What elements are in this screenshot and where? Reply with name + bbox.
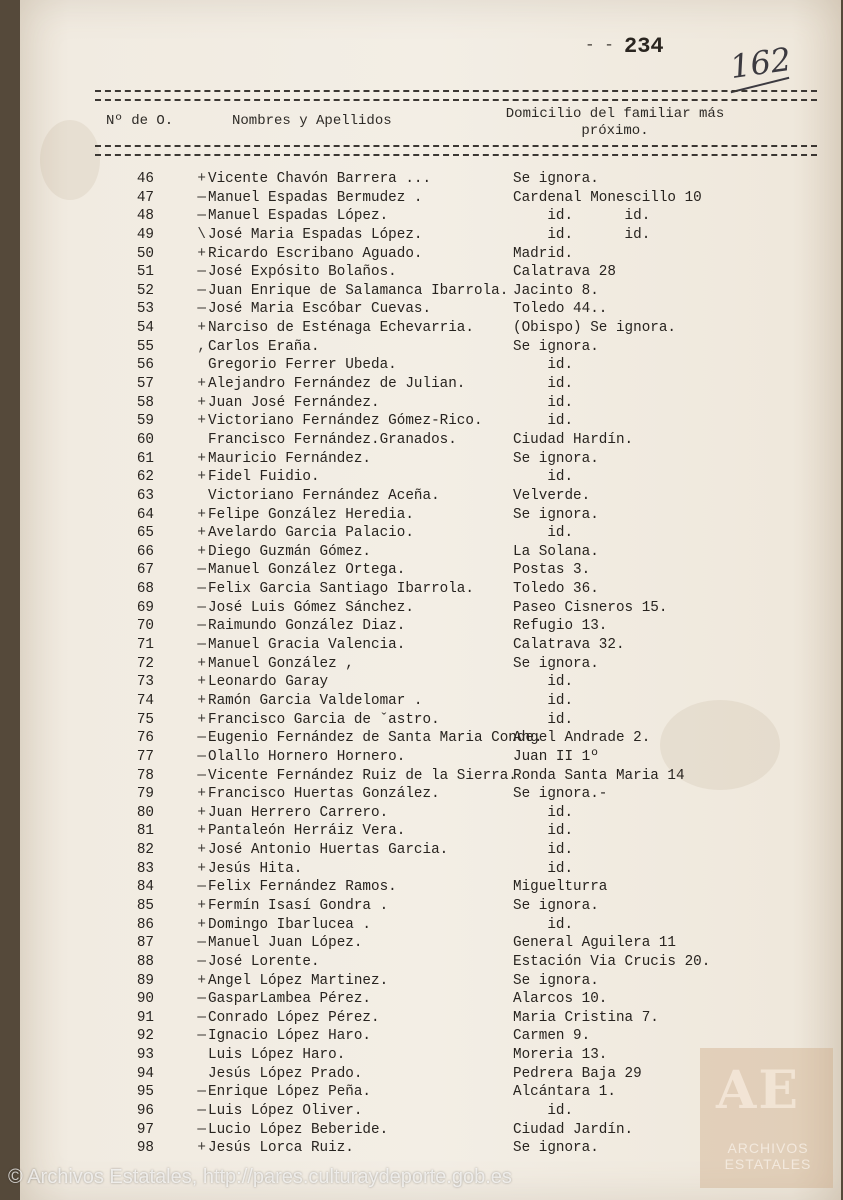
handwritten-mark: \ (197, 226, 206, 243)
entry-number: 84 (136, 879, 154, 896)
entry-name: Victoriano Fernández Gómez-Rico. (208, 413, 483, 430)
handwritten-mark: — (197, 264, 206, 281)
entry-number: 85 (136, 897, 154, 914)
entry-name: Manuel Espadas López. (208, 208, 389, 225)
entry-name: Jesús López Prado. (208, 1065, 363, 1082)
entry-name: Felix Garcia Santiago Ibarrola. (208, 581, 474, 598)
handwritten-mark: — (197, 1084, 206, 1101)
entry-number: 96 (136, 1103, 154, 1120)
list-item (0, 506, 843, 525)
entry-number: 53 (136, 301, 154, 318)
entry-name: Domingo Ibarlucea . (208, 916, 372, 933)
column-header-domicile (480, 106, 750, 140)
entry-name: Jesús Lorca Ruiz. (208, 1140, 354, 1157)
list-item (0, 245, 843, 264)
entry-name: Manuel Juan López. (208, 935, 363, 952)
entry-name: Angel López Martinez. (208, 972, 389, 989)
handwritten-mark: + (197, 804, 206, 821)
list-item (0, 431, 843, 450)
entry-number: 54 (136, 320, 154, 337)
entry-domicile: Paseo Cisneros 15. (513, 599, 668, 616)
entry-number: 49 (136, 226, 154, 243)
entry-name: Juan Herrero Carrero. (208, 804, 389, 821)
list-item (0, 636, 843, 655)
entry-domicile: Ciudad Jardín. (513, 1121, 634, 1138)
entry-domicile: Miguelturra (513, 879, 608, 896)
entry-name: Victoriano Fernández Aceña. (208, 487, 440, 504)
entry-name: Jesús Hita. (208, 860, 303, 877)
copyright-notice: © Archivos Estatales, http://pares.culturaydeporte.gob.es (8, 1166, 512, 1188)
list-item (0, 822, 843, 841)
entry-name: Felipe González Heredia. (208, 506, 414, 523)
handwritten-mark: + (197, 413, 206, 430)
handwritten-mark: + (197, 543, 206, 560)
handwritten-mark: + (197, 711, 206, 728)
entry-domicile: id. (513, 842, 574, 859)
entry-name: Manuel González , (208, 655, 354, 672)
list-item (0, 282, 843, 301)
list-item (0, 170, 843, 189)
list-item (0, 394, 843, 413)
handwritten-mark: — (197, 562, 206, 579)
entry-domicile: Moreria 13. (513, 1047, 608, 1064)
entry-number: 76 (136, 730, 154, 747)
handwritten-mark: + (197, 823, 206, 840)
entry-number: 61 (136, 450, 154, 467)
entry-domicile: id. (513, 711, 574, 728)
handwritten-mark: — (197, 748, 206, 765)
list-item (0, 263, 843, 282)
entry-domicile: Carmen 9. (513, 1028, 591, 1045)
handwritten-mark: — (197, 730, 206, 747)
entry-name: Enrique López Peña. (208, 1084, 372, 1101)
list-item (0, 375, 843, 394)
entry-name: Manuel Gracia Valencia. (208, 637, 406, 654)
entry-number: 46 (136, 171, 154, 187)
handwritten-mark: + (197, 469, 206, 486)
watermark-text-line1: ARCHIVOS (727, 1140, 809, 1156)
entry-domicile: id. (513, 357, 574, 374)
entry-name: Vicente Fernández Ruiz de la Sierra. (208, 767, 517, 784)
entry-name: José Maria Espadas López. (208, 226, 423, 243)
entry-name: Alejandro Fernández de Julian. (208, 376, 466, 393)
entry-domicile: Toledo 44.. (513, 301, 608, 318)
handwritten-mark: — (197, 953, 206, 970)
entry-number: 58 (136, 394, 154, 411)
entry-number: 97 (136, 1121, 154, 1138)
entry-domicile: Calatrava 28 (513, 264, 616, 281)
entry-domicile: Juan II 1º (513, 748, 599, 765)
list-item (0, 356, 843, 375)
entry-number: 90 (136, 991, 154, 1008)
entry-domicile: Pedrera Baja 29 (513, 1065, 642, 1082)
entry-number: 70 (136, 618, 154, 635)
entry-number: 71 (136, 637, 154, 654)
entry-domicile: id. (513, 413, 574, 430)
entry-domicile: General Aguilera 11 (513, 935, 677, 952)
entry-domicile: Se ignora. (513, 1140, 599, 1157)
list-item (0, 561, 843, 580)
entry-domicile: Postas 3. (513, 562, 591, 579)
list-item (0, 189, 843, 208)
entry-number: 69 (136, 599, 154, 616)
column-header-domicile-line1: Domicilio del familiar más (505, 106, 725, 122)
handwritten-mark: + (197, 655, 206, 672)
list-item (0, 878, 843, 897)
entry-domicile: Se ignora. (513, 338, 599, 355)
entry-domicile: Refugio 13. (513, 618, 608, 635)
entry-name: Gregorio Ferrer Ubeda. (208, 357, 397, 374)
handwritten-mark: + (197, 1140, 206, 1157)
list-item (0, 692, 843, 711)
entry-name: Francisco Fernández.Granados. (208, 431, 457, 448)
entry-domicile: Se ignora. (513, 655, 599, 672)
entry-domicile: (Obispo) Se ignora. (513, 320, 677, 337)
handwritten-mark: — (197, 1121, 206, 1138)
entry-domicile: Maria Cristina 7. (513, 1009, 659, 1026)
list-item (0, 767, 843, 786)
list-item (0, 655, 843, 674)
entry-name: Narciso de Esténaga Echevarria. (208, 320, 474, 337)
entry-domicile: Ronda Santa Maria 14 (513, 767, 685, 784)
handwritten-mark: — (197, 581, 206, 598)
list-item (0, 916, 843, 935)
column-header-domicile-line2: próximo. (581, 123, 649, 139)
register-list (0, 170, 843, 1158)
entry-name: Vicente Chavón Barrera ... (208, 171, 432, 187)
list-item (0, 934, 843, 953)
entry-number: 82 (136, 842, 154, 859)
entry-number: 57 (136, 376, 154, 393)
handwritten-mark: , (197, 338, 206, 355)
entry-number: 63 (136, 487, 154, 504)
entry-name: Lucio López Beberide. (208, 1121, 389, 1138)
list-item (0, 524, 843, 543)
entry-domicile: Jacinto 8. (513, 282, 599, 299)
entry-domicile: Alarcos 10. (513, 991, 608, 1008)
entry-domicile: Se ignora. (513, 897, 599, 914)
handwritten-mark: — (197, 189, 206, 206)
entry-domicile: Cardenal Monescillo 10 (513, 189, 702, 206)
handwritten-mark: + (197, 450, 206, 467)
entry-domicile: Madrid. (513, 245, 574, 262)
entry-number: 92 (136, 1028, 154, 1045)
entry-number: 94 (136, 1065, 154, 1082)
handwritten-mark: + (197, 692, 206, 709)
list-item (0, 468, 843, 487)
entry-domicile: id. (513, 860, 574, 877)
watermark-logo: AE (716, 1060, 800, 1121)
entry-domicile: id. id. (513, 226, 651, 243)
entry-domicile: Se ignora. (513, 972, 599, 989)
entry-name: Fidel Fuidio. (208, 469, 320, 486)
list-item (0, 785, 843, 804)
entry-name: Raimundo González Diaz. (208, 618, 406, 635)
list-item (0, 711, 843, 730)
entry-domicile: id. (513, 804, 574, 821)
entry-name: Ricardo Escribano Aguado. (208, 245, 423, 262)
entry-domicile: id. (513, 916, 574, 933)
list-item (0, 748, 843, 767)
list-item (0, 617, 843, 636)
entry-number: 83 (136, 860, 154, 877)
entry-number: 72 (136, 655, 154, 672)
handwritten-mark: — (197, 618, 206, 635)
entry-domicile: La Solana. (513, 543, 599, 560)
handwritten-mark: — (197, 879, 206, 896)
entry-number: 93 (136, 1047, 154, 1064)
entry-name: José Maria Escóbar Cuevas. (208, 301, 432, 318)
handwritten-mark: + (197, 860, 206, 877)
handwritten-mark: + (197, 394, 206, 411)
handwritten-mark: + (197, 171, 206, 187)
list-item (0, 953, 843, 972)
entry-domicile: Estación Via Crucis 20. (513, 953, 711, 970)
entry-number: 65 (136, 525, 154, 542)
entry-name: José Expósito Bolaños. (208, 264, 397, 281)
entry-domicile: Alcántara 1. (513, 1084, 616, 1101)
handwritten-mark: — (197, 301, 206, 318)
entry-number: 68 (136, 581, 154, 598)
entry-number: 66 (136, 543, 154, 560)
entry-name: Leonardo Garay (208, 674, 329, 691)
entry-name: Olallo Hornero Hornero. (208, 748, 406, 765)
handwritten-mark: — (197, 1009, 206, 1026)
entry-name: GasparLambea Pérez. (208, 991, 372, 1008)
entry-number: 88 (136, 953, 154, 970)
entry-number: 98 (136, 1140, 154, 1157)
entry-number: 81 (136, 823, 154, 840)
entry-name: Juan José Fernández. (208, 394, 380, 411)
handwritten-mark: — (197, 599, 206, 616)
entry-number: 62 (136, 469, 154, 486)
entry-domicile: id. (513, 1103, 574, 1120)
entry-name: Fermín Isasí Gondra . (208, 897, 389, 914)
entry-domicile: id. (513, 674, 574, 691)
list-item (0, 207, 843, 226)
entry-name: Eugenio Fernández de Santa Maria Conde. (208, 730, 543, 747)
list-item (0, 543, 843, 562)
handwritten-mark: — (197, 208, 206, 225)
entry-number: 73 (136, 674, 154, 691)
entry-name: Juan Enrique de Salamanca Ibarrola. (208, 282, 509, 299)
watermark-text-line2: ESTATALES (724, 1156, 812, 1172)
entry-domicile: Ciudad Hardín. (513, 431, 634, 448)
list-item (0, 1027, 843, 1046)
entry-number: 56 (136, 357, 154, 374)
entry-name: Diego Guzmán Gómez. (208, 543, 372, 560)
handwritten-mark: + (197, 916, 206, 933)
entry-number: 60 (136, 431, 154, 448)
entry-number: 95 (136, 1084, 154, 1101)
entry-domicile: Se ignora. (513, 450, 599, 467)
list-item (0, 599, 843, 618)
entry-number: 78 (136, 767, 154, 784)
list-item (0, 1009, 843, 1028)
entry-domicile: id. (513, 823, 574, 840)
column-header-name: Nombres y Apellidos (232, 113, 392, 129)
entry-domicile: id. id. (513, 208, 651, 225)
entry-number: 64 (136, 506, 154, 523)
entry-name: Ramón Garcia Valdelomar . (208, 692, 423, 709)
list-item (0, 487, 843, 506)
entry-name: Mauricio Fernández. (208, 450, 372, 467)
handwritten-mark: — (197, 1103, 206, 1120)
entry-name: Manuel Espadas Bermudez . (208, 189, 423, 206)
entry-number: 55 (136, 338, 154, 355)
entry-number: 59 (136, 413, 154, 430)
entry-number: 52 (136, 282, 154, 299)
entry-name: José Antonio Huertas Garcia. (208, 842, 449, 859)
entry-domicile: Se ignora. (513, 506, 599, 523)
handwritten-mark: + (197, 320, 206, 337)
handwritten-mark: — (197, 637, 206, 654)
list-item (0, 300, 843, 319)
handwritten-mark: + (197, 972, 206, 989)
header-rule-top (95, 90, 817, 101)
list-item (0, 319, 843, 338)
list-item (0, 990, 843, 1009)
column-header-number: Nº de O. (106, 113, 174, 129)
handwritten-mark: — (197, 1028, 206, 1045)
page-number-dashes: - - (585, 36, 614, 54)
entry-number: 48 (136, 208, 154, 225)
entry-domicile: id. (513, 469, 574, 486)
list-item (0, 841, 843, 860)
list-item (0, 972, 843, 991)
entry-number: 91 (136, 1009, 154, 1026)
list-item (0, 226, 843, 245)
handwritten-mark: — (197, 767, 206, 784)
list-item (0, 804, 843, 823)
entry-name: Ignacio López Haro. (208, 1028, 372, 1045)
entry-number: 87 (136, 935, 154, 952)
entry-number: 47 (136, 189, 154, 206)
handwritten-mark: + (197, 376, 206, 393)
entry-name: José Lorente. (208, 953, 320, 970)
entry-name: Luis López Oliver. (208, 1103, 363, 1120)
entry-number: 74 (136, 692, 154, 709)
entry-domicile: id. (513, 692, 574, 709)
handwritten-mark: + (197, 506, 206, 523)
entry-domicile: id. (513, 394, 574, 411)
entry-name: Pantaleón Herráiz Vera. (208, 823, 406, 840)
entry-number: 67 (136, 562, 154, 579)
entry-name: Francisco Huertas González. (208, 786, 440, 803)
handwritten-mark: + (197, 525, 206, 542)
entry-domicile: Angel Andrade 2. (513, 730, 651, 747)
entry-name: Avelardo Garcia Palacio. (208, 525, 414, 542)
list-item (0, 897, 843, 916)
entry-domicile: Se ignora.- (513, 786, 608, 803)
list-item (0, 673, 843, 692)
handwritten-mark: — (197, 282, 206, 299)
list-item (0, 729, 843, 748)
watermark-text (704, 1140, 832, 1172)
entry-domicile: id. (513, 525, 574, 542)
entry-number: 89 (136, 972, 154, 989)
page-number: 234 (624, 34, 664, 59)
entry-name: Carlos Eraña. (208, 338, 320, 355)
entry-domicile: id. (513, 376, 574, 393)
handwritten-mark: + (197, 786, 206, 803)
handwritten-mark: — (197, 935, 206, 952)
list-item (0, 450, 843, 469)
entry-domicile: Toledo 36. (513, 581, 599, 598)
entry-name: Conrado López Pérez. (208, 1009, 380, 1026)
entry-name: Manuel González Ortega. (208, 562, 406, 579)
entry-number: 50 (136, 245, 154, 262)
handwritten-folio-number: 162 (727, 39, 794, 87)
entry-domicile: Se ignora. (513, 171, 599, 187)
entry-domicile: Velverde. (513, 487, 591, 504)
entry-number: 80 (136, 804, 154, 821)
entry-name: Felix Fernández Ramos. (208, 879, 397, 896)
entry-name: Luis López Haro. (208, 1047, 346, 1064)
entry-domicile: Calatrava 32. (513, 637, 625, 654)
list-item (0, 338, 843, 357)
list-item (0, 412, 843, 431)
entry-number: 79 (136, 786, 154, 803)
handwritten-mark: + (197, 897, 206, 914)
entry-number: 51 (136, 264, 154, 281)
handwritten-mark: + (197, 674, 206, 691)
entry-number: 75 (136, 711, 154, 728)
header-rule-bottom (95, 145, 817, 156)
entry-number: 77 (136, 748, 154, 765)
list-item (0, 580, 843, 599)
entry-name: Francisco Garcia de ˇastro. (208, 711, 440, 728)
handwritten-mark: — (197, 991, 206, 1008)
entry-number: 86 (136, 916, 154, 933)
handwritten-mark: + (197, 245, 206, 262)
entry-name: José Luis Gómez Sánchez. (208, 599, 414, 616)
list-item (0, 860, 843, 879)
handwritten-mark: + (197, 842, 206, 859)
